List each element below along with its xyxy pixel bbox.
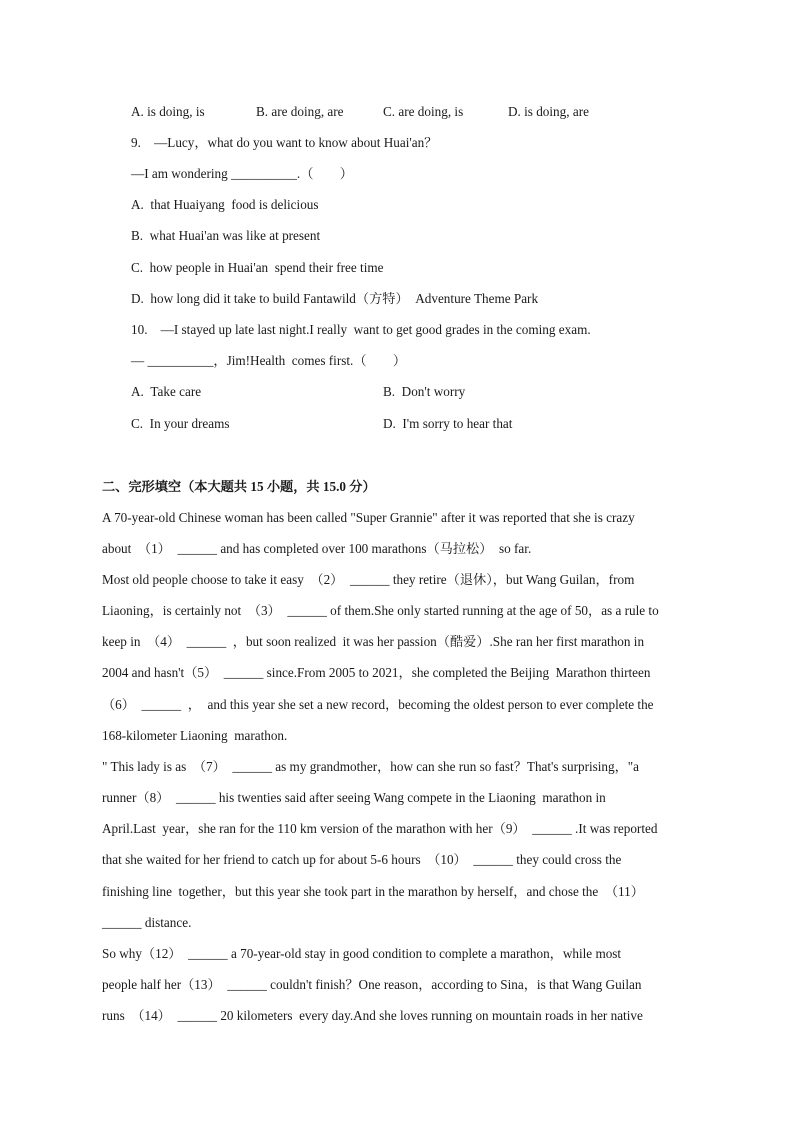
passage-line: " This lady is as （7） ______ as my grandmother，how can she run so fast？That's surprising，"a: [102, 759, 640, 774]
passage-line: ______ distance.: [102, 915, 192, 930]
q9-answer-line: —I am wondering __________.（ ）: [131, 166, 353, 181]
passage-line: that she waited for her friend to catch up for about 5-6 hours （10） ______ they could cross the: [102, 852, 622, 867]
passage-line: 168-kilometer Liaoning marathon.: [102, 728, 288, 743]
section-heading: 二、完形填空（本大题共 15 小题，共 15.0 分）: [102, 479, 376, 494]
passage-line: runs （14） ______ 20 kilometers every day.And she loves running on mountain roads in her native: [102, 1008, 643, 1023]
q8-option-b: B. are doing, are: [256, 104, 344, 119]
passage-line: runner（8） ______ his twenties said after seeing Wang compete in the Liaoning marathon in: [102, 790, 606, 805]
q10-stem: 10. —I stayed up late last night.I really want to get good grades in the coming exam.: [131, 322, 591, 337]
q9-option-a: A. that Huaiyang food is delicious: [131, 197, 319, 212]
q9-option-c: C. how people in Huai'an spend their free time: [131, 260, 384, 275]
q9-option-b: B. what Huai'an was like at present: [131, 228, 321, 243]
passage-line: So why（12） ______ a 70-year-old stay in good condition to complete a marathon，while most: [102, 946, 622, 961]
q10-option-c: C. In your dreams: [131, 416, 230, 431]
passage-line: Most old people choose to take it easy （2） ______ they retire（退休），but Wang Guilan，from: [102, 572, 635, 587]
q8-option-d: D. is doing, are: [508, 104, 589, 119]
passage-line: finishing line together，but this year she took part in the marathon by herself，and chose the （11）: [102, 884, 644, 899]
q9-stem: 9. —Lucy，what do you want to know about Huai'an？: [131, 135, 438, 150]
passage-line: keep in （4） ______ ，but soon realized it was her passion（酷爱）.She ran her first marathon in: [102, 634, 645, 649]
passage-line: （6） ______ ， and this year she set a new record，becoming the oldest person to ever complete the: [102, 697, 654, 712]
q10-answer-line: — __________，Jim!Health comes first.（ ）: [131, 353, 407, 368]
q9-option-d: D. how long did it take to build Fantawild（方特） Adventure Theme Park: [131, 291, 539, 306]
q10-option-d: D. I'm sorry to hear that: [383, 416, 513, 431]
passage-line: people half her（13） ______ couldn't finish？One reason，according to Sina，is that Wang Guilan: [102, 977, 642, 992]
passage-line: Liaoning，is certainly not （3） ______ of them.She only started running at the age of 50，as a rule to: [102, 603, 659, 618]
passage-line: about （1） ______ and has completed over 100 marathons（马拉松） so far.: [102, 541, 532, 556]
q8-option-c: C. are doing, is: [383, 104, 464, 119]
passage-line: 2004 and hasn't（5） ______ since.From 2005 to 2021，she completed the Beijing Marathon thirteen: [102, 665, 651, 680]
q10-option-b: B. Don't worry: [383, 384, 466, 399]
q10-option-a: A. Take care: [131, 384, 202, 399]
passage-line: April.Last year，she ran for the 110 km version of the marathon with her（9） ______ .It was reported: [102, 821, 658, 836]
passage-line: A 70-year-old Chinese woman has been called "Super Grannie" after it was reported that she is crazy: [102, 510, 635, 525]
q8-option-a: A. is doing, is: [131, 104, 205, 119]
